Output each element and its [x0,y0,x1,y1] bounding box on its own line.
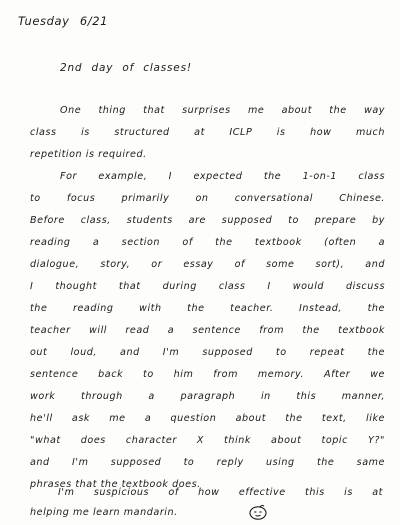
text-line: out loud, and I'm supposed to repeat the [30,347,385,358]
text-line: Before class, students are supposed to prepare by [30,215,385,226]
text-line: dialogue, story, or essay of some sort), and [30,259,385,270]
text-line: I thought that during class I would discuss [30,281,385,292]
entry-date: Tuesday 6/21 [18,14,109,28]
text-line: teacher will read a sentence from the textbook [30,325,385,336]
text-line: work through a paragraph in this manner, [30,391,385,402]
text-line: repetition is required. [30,149,147,160]
smiley-face-icon [248,504,268,520]
text-line: reading a section of the textbook (often a [30,237,385,248]
text-line: to focus primarily on conversational Chinese. [30,193,385,204]
text-line: phrases that the textbook does. [30,479,201,490]
text-line: the reading with the teacher. Instead, the [30,303,385,314]
text-line: I'm suspicious of how effective this is at [58,487,383,498]
text-line: helping me learn mandarin. [30,507,178,518]
text-line: For example, I expected the 1-on-1 class [60,171,385,182]
text-line: class is structured at ICLP is how much [30,127,385,138]
entry-subtitle: 2nd day of classes! [60,62,192,74]
text-line: and I'm supposed to reply using the same [30,457,385,468]
text-line: he'll ask me a question about the text, like [30,413,385,424]
text-line: "what does character X think about topic Y?" [30,435,385,446]
text-line: sentence back to him from memory. After we [30,369,385,380]
text-line: One thing that surprises me about the way [60,105,385,116]
